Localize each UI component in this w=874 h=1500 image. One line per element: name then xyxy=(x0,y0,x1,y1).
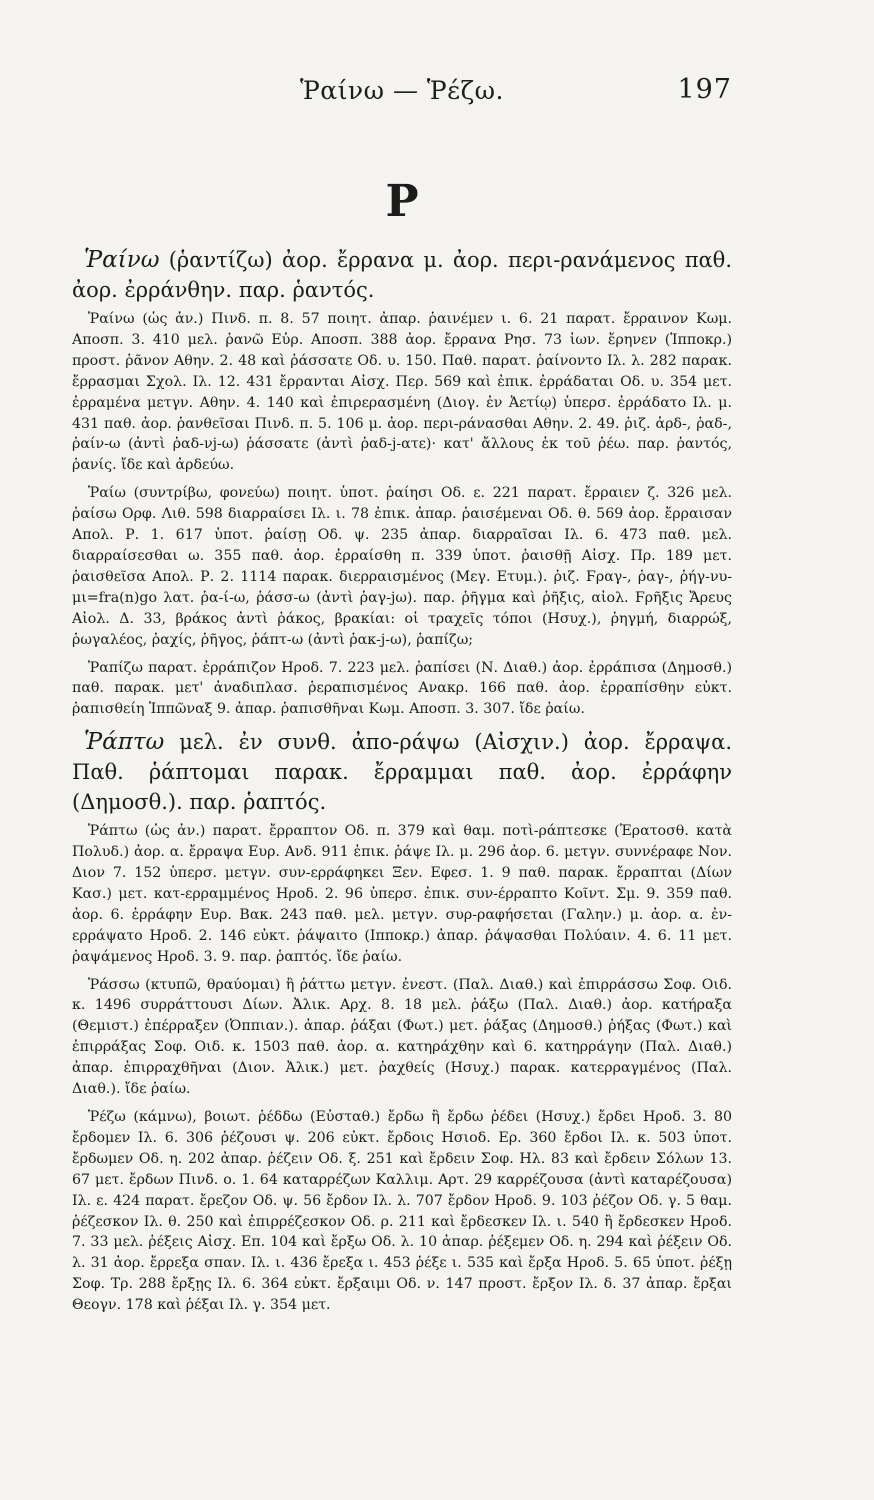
dictionary-page xyxy=(72,70,732,1480)
entry-text: μελ. ἐν συνθ. ἀπο-ράψω (Αἰσχιν.) ἀορ. ἔρραψα. Παθ. ῥάπτομαι παρακ. ἔρραμμαι παθ. ἀορ. ἐρράφην (Δημοσθ.). παρ. ῥαπτός. xyxy=(72,730,732,815)
entry-rapto-headword xyxy=(72,727,732,817)
running-head: Ῥαίνω — Ῥέζω. xyxy=(300,76,504,105)
entry-rasso: Ῥάσσω (κτυπῶ, θραύομαι) ἢ ῥάττω μετγν. ἐνεστ. (Παλ. Διαθ.) καὶ ἐπιρράσσω Σοφ. Οιδ. κ. 1496 συρράττουσι Δίων. Ἀλικ. Αρχ. 8. 18 μελ. ῥάξω (Παλ. Διαθ.) ἀορ. κατήραξα (Θεμιστ.) ἐπέρραξεν (Ὀππιαν.). ἀπαρ. ῥάξαι (Φωτ.) μετ. ῥάξας (Δημοσθ.) ῥήξας (Φωτ.) καὶ ἐπιρράξας Σοφ. Οιδ. κ. 1503 παθ. ἀορ. α. κατηράχθην καὶ 6. κατηρράγην (Παλ. Διαθ.) ἀπαρ. ἐπιρραχθῆναι (Διον. Ἀλικ.) μετ. ῥαχθείς (Ησυχ.) παρακ. κατερραγμένος (Παλ. Διαθ.). ἴδε ῥαίω. xyxy=(72,976,732,1098)
entries xyxy=(72,245,732,1323)
entry-lemma: Ῥάπτω xyxy=(84,729,165,756)
entry-raino-headword xyxy=(72,245,732,305)
entry-rapizo: Ῥαπίζω παρατ. ἐρράπιζον Ηροδ. 7. 223 μελ. ῥαπίσει (Ν. Διαθ.) ἀορ. ἐρράπισα (Δημοσθ.) παθ. παρακ. μετ' ἀναδιπλασ. ῥεραπισμένος Ανακρ. 166 παθ. ἀορ. ἐρραπίσθην εὐκτ. ῥαπισθείη Ἱππῶναξ 9. ἀπαρ. ῥαπισθῆναι Κωμ. Αποσπ. 3. 307. ἴδε ῥαίω. xyxy=(72,659,732,718)
entry-text: (ῥαντίζω) ἀορ. ἔρρανα μ. ἀορ. περι-ρανάμενος παθ. ἀορ. ἐρράνθην. παρ. ῥαντός. xyxy=(72,248,732,302)
page-number: 197 xyxy=(677,74,732,105)
entry-rapto-forms: Ῥάπτω (ὡς ἀν.) παρατ. ἔρραπτον Οδ. π. 379 καὶ θαμ. ποτὶ-ράπτεσκε (Ἐρατοσθ. κατὰ Πολυδ.) ἀορ. α. ἔρραψα Ευρ. Ανδ. 911 ἐπικ. ῥάψε Ιλ. μ. 296 ἀορ. 6. μετγν. συννέραφε Νον. Διον 7. 152 ὑπερσ. μετγν. συν-ερράφηκει Ξεν. Εφεσ. 1. 9 παθ. παρακ. ἔρραπται (Δίων Κασ.) μετ. κατ-ερραμμένος Ηροδ. 2. 96 ὑπερσ. ἐπικ. συν-έρραπτο Κοῖντ. Σμ. 9. 359 παθ. ἀορ. 6. ἐρράφην Ευρ. Βακ. 243 παθ. μελ. μετγν. συρ-ραφήσεται (Γαλην.) μ. ἀορ. α. ἐν-ερράψατο Ηροδ. 2. 146 εὐκτ. ῥάψαιτο (Ιπποκρ.) ἀπαρ. ῥάψασθαι Πολύαιν. 4. 6. 11 μετ. ῥαψάμενος Ηροδ. 3. 9. παρ. ῥαπτός. ἴδε ῥαίω. xyxy=(72,823,732,965)
entry-rezo: Ῥέζω (κάμνω), βοιωτ. ῥέδδω (Εὐσταθ.) ἔρδω ἢ ἔρδω ῥέδει (Ησυχ.) ἔρδει Ηροδ. 3. 80 ἔρδομεν Ιλ. 6. 306 ῥέζουσι ψ. 206 εὐκτ. ἔρδοις Ησιοδ. Ερ. 360 ἔρδοι Ιλ. κ. 503 ὑποτ. ἔρδωμεν Οδ. η. 202 ἀπαρ. ῥέζειν Οδ. ξ. 251 καὶ ἔρδειν Σοφ. Ηλ. 83 καὶ ἔρδειν Σόλων 13. 67 μετ. ἔρδων Πινδ. ο. 1. 64 καταρρέζων Καλλιμ. Αρτ. 29 καρρέζουσα (ἀντὶ καταρέζουσα) Ιλ. ε. 424 παρατ. ἔρεζον Οδ. ψ. 56 ἔρδον Ιλ. λ. 707 ἔρδον Ηροδ. 9. 103 ῥέζον Οδ. γ. 5 θαμ. ῥέζεσκον Ιλ. θ. 250 καὶ ἐπιρρέζεσκον Οδ. ρ. 211 καὶ ἔρδεσκεν Ιλ. ι. 540 ἢ ἔρδεσκεν Ηροδ. 7. 33 μελ. ῥέξεις Αἰσχ. Επ. 104 καὶ ἔρξω Οδ. λ. 10 ἀπαρ. ῥέξεμεν Οδ. η. 294 καὶ ῥέξειν Οδ. λ. 31 ἀορ. ἔρρεξα σπαν. Ιλ. ι. 436 ἔρεξα ι. 453 ῥέξε ι. 535 καὶ ἔρξα Ηροδ. 5. 65 ὑποτ. ῥέξῃ Σοφ. Τρ. 288 ἔρξῃς Ιλ. 6. 364 εὐκτ. ἔρξαιμι Οδ. ν. 147 προστ. ἔρξον Ιλ. δ. 37 ἀπαρ. ἔρξαι Θεογν. 178 καὶ ῥέξαι Ιλ. γ. 354 μετ. xyxy=(72,1109,732,1314)
entry-lemma: Ῥαίνω xyxy=(84,247,160,273)
entry-raino-forms: Ῥαίνω (ὡς ἀν.) Πινδ. π. 8. 57 ποιητ. ἀπαρ. ῥαινέμεν ι. 6. 21 παρατ. ἔρραινον Κωμ. Αποσπ. 3. 410 μελ. ῥανῶ Εὐρ. Αποσπ. 388 ἀορ. ἔρρανα Ρησ. 73 ἰων. ἔρηνεν (Ἱπποκρ.) προστ. ῥᾶνον Αθην. 2. 48 καὶ ῥάσσατε Οδ. υ. 150. Παθ. παρατ. ῥαίνοντο Ιλ. λ. 282 παρακ. ἔρρασμαι Σχολ. Ιλ. 12. 431 ἔρρανται Αἰσχ. Περ. 569 καὶ ἐπικ. ἐρράδαται Οδ. υ. 354 μετ. ἐρραμένα μετγν. Αθην. 4. 140 καὶ ἐπιρερασμένη (Διογ. ἐν Ἀετίῳ) ὑπερσ. ἐρράδατο Ιλ. μ. 431 παθ. ἀορ. ῥανθεῖσαι Πινδ. π. 5. 106 μ. ἀορ. περι-ράνασθαι Αθην. 2. 49. ῥιζ. ἀρδ-, ῥαδ-, ῥαίν-ω (ἀντὶ ῥαδ-νj-ω) ῥάσσατε (ἀντὶ ῥαδ-j-ατε)· κατ' ἄλλους ἐκ τοῦ ῥέω. παρ. ῥαντός, ῥανίς. ἴδε καὶ ἀρδεύω. xyxy=(72,311,732,474)
section-letter: Ρ xyxy=(385,176,419,227)
page-header xyxy=(72,70,732,116)
entry-raio: Ῥαίω (συντρίβω, φονεύω) ποιητ. ὑποτ. ῥαίησι Οδ. ε. 221 παρατ. ἔρραιεν ζ. 326 μελ. ῥαίσω Ορφ. Λιθ. 598 διαρραίσει Ιλ. ι. 78 ἐπικ. ἀπαρ. ῥαισέμεναι Οδ. θ. 569 ἀορ. ἔρραισαν Απολ. Ρ. 1. 617 ὑποτ. ῥαίσῃ Οδ. ψ. 235 ἀπαρ. διαρραῖσαι Ιλ. 6. 473 παθ. μελ. διαρραίσεσθαι ω. 355 παθ. ἀορ. ἐρραίσθη π. 339 ὑποτ. ῥαισθῇ Αἰσχ. Πρ. 189 μετ. ῥαισθεῖσα Απολ. Ρ. 2. 1114 παρακ. διερραισμένος (Μεγ. Ετυμ.). ῥιζ. Ϝραγ-, ῥαγ-, ῥήγ-νυ-μι=fra(n)go λατ. ῥα-ί-ω, ῥάσσ-ω (ἀντὶ ῥαγ-jω). παρ. ῥῆγμα καὶ ῥῆξις, αἰολ. Ϝρῆξις Ἄρευς Αἰολ. Δ. 33, βράκος ἀντὶ ῥάκος, βρακίαι: οἱ τραχεῖς τόποι (Ησυχ.), ῥηγμή, διαρρώξ, ῥωγαλέος, ῥαχίς, ῥῆγος, ῥάπτ-ω (ἀντὶ ῥακ-j-ω), ῥαπίζω; xyxy=(72,485,732,648)
